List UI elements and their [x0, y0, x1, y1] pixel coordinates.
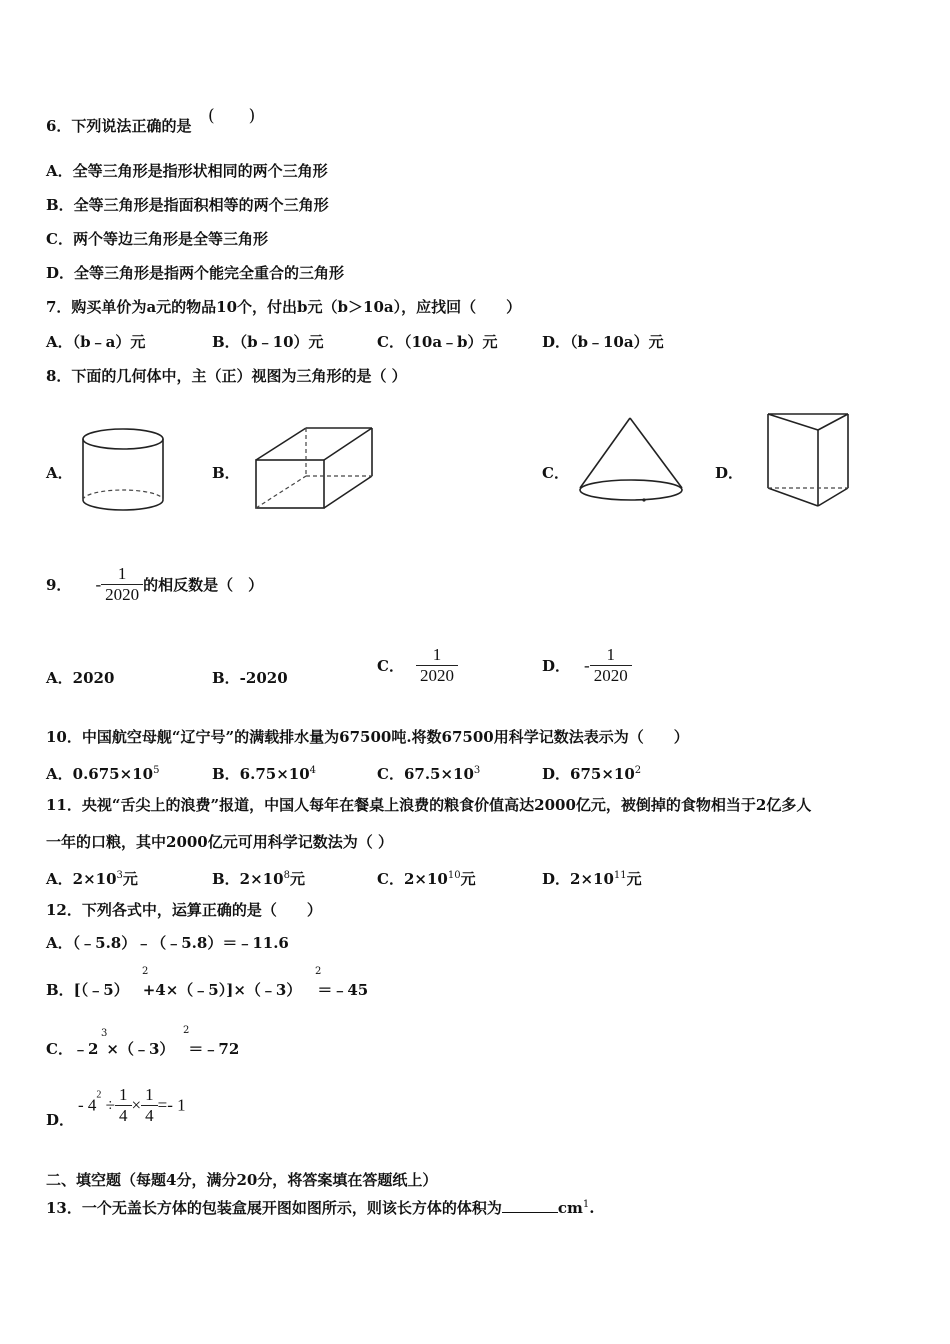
q12-option-b-exp2: 2: [315, 966, 322, 977]
q9-option-d-label: D．: [542, 657, 571, 675]
q9-fraction: [101, 564, 143, 605]
q10-option-a-base: A．0.675×10: [46, 765, 154, 783]
prism-top-left: [768, 414, 818, 430]
q8-label-a: A．: [46, 464, 73, 482]
q12-option-d-num2: 1: [141, 1085, 158, 1106]
q9-fraction-denominator: 2020: [105, 585, 140, 604]
q9-option-d-denominator: 2020: [593, 666, 628, 685]
q6-option-a: A．全等三角形是指形状相同的两个三角形: [46, 162, 328, 180]
q13-end: .: [589, 1199, 595, 1217]
q9-stem-tail: 的相反数是（ ）: [143, 576, 264, 594]
q9-option-a: A．2020: [46, 669, 115, 687]
q6-stem-text: 6．下列说法正确的是: [46, 117, 192, 135]
q10-option-b: [212, 761, 316, 784]
q10-option-a-exp: 5: [153, 765, 160, 776]
q9-option-b: B．-2020: [212, 669, 288, 687]
q11-option-c: [377, 866, 476, 889]
q9-number: 9．: [46, 576, 72, 594]
q11-option-d-exp: 11: [613, 870, 627, 881]
q12-option-a: A．（﹣5.8）﹣（﹣5.8）＝﹣11.6: [46, 934, 289, 952]
q9-option-d-fraction: [590, 645, 632, 686]
q9-option-c-fraction: [416, 645, 458, 686]
cuboid-hidden-diagonal: [256, 476, 306, 508]
q12-option-b-exp1: 2: [142, 966, 149, 977]
q10-option-b-base: B．6.75×10: [212, 765, 310, 783]
q7-option-d: D．（b﹣10a）元: [542, 333, 664, 351]
cuboid-front-face: [256, 460, 324, 508]
q7-option-b: B．（b﹣10）元: [212, 333, 324, 351]
q7-option-c: C．（10a﹣b）元: [377, 333, 498, 351]
cylinder-bottom-front: [83, 500, 163, 510]
q13-answer-blank[interactable]: [502, 1198, 558, 1213]
q12-option-d-exp: 2: [96, 1089, 102, 1101]
q12-option-b-middle: +4×（﹣5）]×（﹣3）: [142, 981, 302, 999]
q9-option-c: [377, 645, 458, 686]
q12-option-c: [46, 1039, 239, 1059]
prism-bottom-left: [768, 488, 818, 506]
q10-option-c: [377, 761, 480, 784]
q12-option-d-num1: 1: [115, 1085, 132, 1106]
q12-option-d-base: - 4: [78, 1095, 97, 1115]
q6-option-c: C．两个等边三角形是全等三角形: [46, 230, 268, 248]
q12-option-c-main: C．﹣2: [46, 1040, 99, 1058]
cone-figure: [574, 412, 688, 512]
q8-label-d: D．: [715, 464, 744, 482]
prism-bottom-right: [818, 488, 848, 506]
q10-option-d: [542, 761, 641, 784]
q11-option-d-base: D．2×10: [542, 870, 614, 888]
q8-label-c: C．: [542, 464, 569, 482]
q9-option-d: [542, 645, 632, 686]
q9-minus: -: [95, 574, 102, 594]
q11-option-a-exp: 3: [116, 870, 123, 881]
q11-stem-line2: 一年的口粮，其中2000亿元可用科学记数法为（ ）: [46, 833, 393, 851]
q11-option-b-unit: 元: [289, 870, 305, 888]
cone-right-edge: [630, 418, 682, 488]
q11-option-a-base: A．2×10: [46, 870, 117, 888]
q12-option-d-times: ×: [131, 1095, 142, 1115]
section2-title: 二、填空题（每题4分，满分20分，将答案填在答题纸上）: [46, 1171, 438, 1189]
q11-option-d: [542, 866, 642, 889]
cuboid-edge-br: [324, 476, 372, 508]
q12-option-c-middle: ×（﹣3）: [106, 1040, 175, 1058]
q12-option-d-expression: [78, 1085, 186, 1126]
q10-stem: 10．中国航空母舰“辽宁号”的满载排水量为67500吨.将数67500用科学记数法表示为（ ）: [46, 728, 689, 746]
q9-option-d-numerator: 1: [590, 645, 632, 666]
q11-option-a: [46, 866, 138, 889]
q12-option-d-den1: 4: [119, 1106, 128, 1125]
cone-left-edge: [580, 418, 630, 488]
q9-option-c-numerator: 1: [416, 645, 458, 666]
q12-option-b-end: ＝﹣45: [317, 981, 369, 999]
cone-base-dot: [642, 498, 645, 501]
q10-option-b-exp: 4: [309, 765, 317, 776]
q10-option-c-exp: 3: [473, 765, 481, 776]
q12-option-d-divide: ÷: [105, 1095, 116, 1115]
q13-stem: [46, 1195, 595, 1218]
q11-option-b-base: B．2×10: [212, 870, 284, 888]
cylinder-top: [83, 429, 163, 449]
q11-option-b-exp: 8: [283, 870, 290, 881]
q11-option-b: [212, 866, 305, 889]
cylinder-bottom-back: [83, 490, 163, 500]
q6-option-b: B．全等三角形是指面积相等的两个三角形: [46, 196, 329, 214]
q9-option-d-minus: -: [584, 655, 590, 675]
q11-option-c-unit: 元: [460, 870, 476, 888]
q12-option-d-label: D．: [46, 1111, 75, 1129]
q8-stem: 8．下面的几何体中，主（正）视图为三角形的是（ ）: [46, 367, 407, 385]
q10-option-d-base: D．675×10: [542, 765, 635, 783]
q12-option-d-fraction2: [141, 1085, 158, 1126]
q13-unit-exp: 1: [582, 1199, 590, 1210]
q11-option-d-unit: 元: [626, 870, 642, 888]
cuboid-edge-tl: [256, 428, 306, 460]
q8-label-b: B．: [212, 464, 240, 482]
cuboid-figure: [250, 422, 380, 514]
q11-option-c-base: C．2×10: [377, 870, 448, 888]
q9-option-c-label: C．: [377, 657, 404, 675]
q9-stem: [46, 564, 263, 605]
q12-option-c-exp2: 2: [183, 1025, 190, 1036]
q12-option-c-end: ＝﹣72: [188, 1040, 240, 1058]
q10-option-a: [46, 761, 159, 784]
q9-fraction-numerator: 1: [101, 564, 143, 585]
q7-option-a: A．（b﹣a）元: [46, 333, 146, 351]
q11-stem-line1: 11．央视“舌尖上的浪费”报道，中国人每年在餐桌上浪费的粮食价值高达2000亿元，被倒掉的食物相当于2亿多人: [46, 796, 812, 814]
q12-option-b: [46, 980, 368, 1000]
q9-option-c-denominator: 2020: [419, 666, 454, 685]
q12-option-c-exp1: 3: [101, 1028, 108, 1039]
cone-base: [580, 480, 682, 500]
cuboid-edge-tr: [324, 428, 372, 460]
q10-option-c-base: C．67.5×10: [377, 765, 474, 783]
q12-option-d-result: =- 1: [157, 1095, 186, 1115]
q6-stem: [46, 116, 191, 136]
q13-stem-text: 13．一个无盖长方体的包装盒展开图如图所示，则该长方体的体积为: [46, 1199, 502, 1217]
q6-option-d: D．全等三角形是指两个能完全重合的三角形: [46, 264, 345, 282]
q12-stem: 12．下列各式中，运算正确的是（ ）: [46, 901, 322, 919]
q11-option-a-unit: 元: [122, 870, 138, 888]
q12-option-d-den2: 4: [145, 1106, 154, 1125]
q6-answer-paren: ( ): [208, 106, 256, 126]
q12-option-b-main: B．[（﹣5）: [46, 981, 129, 999]
cylinder-figure: [78, 424, 170, 516]
q13-unit: cm: [557, 1199, 583, 1217]
q12-option-d-fraction1: [115, 1085, 132, 1126]
q11-option-c-exp: 10: [447, 870, 461, 881]
q10-option-d-exp: 2: [634, 765, 642, 776]
prism-top-right: [818, 414, 848, 430]
q7-stem: 7．购买单价为a元的物品10个，付出b元（b＞10a），应找回（ ）: [46, 298, 522, 316]
prism-figure: [760, 408, 856, 512]
